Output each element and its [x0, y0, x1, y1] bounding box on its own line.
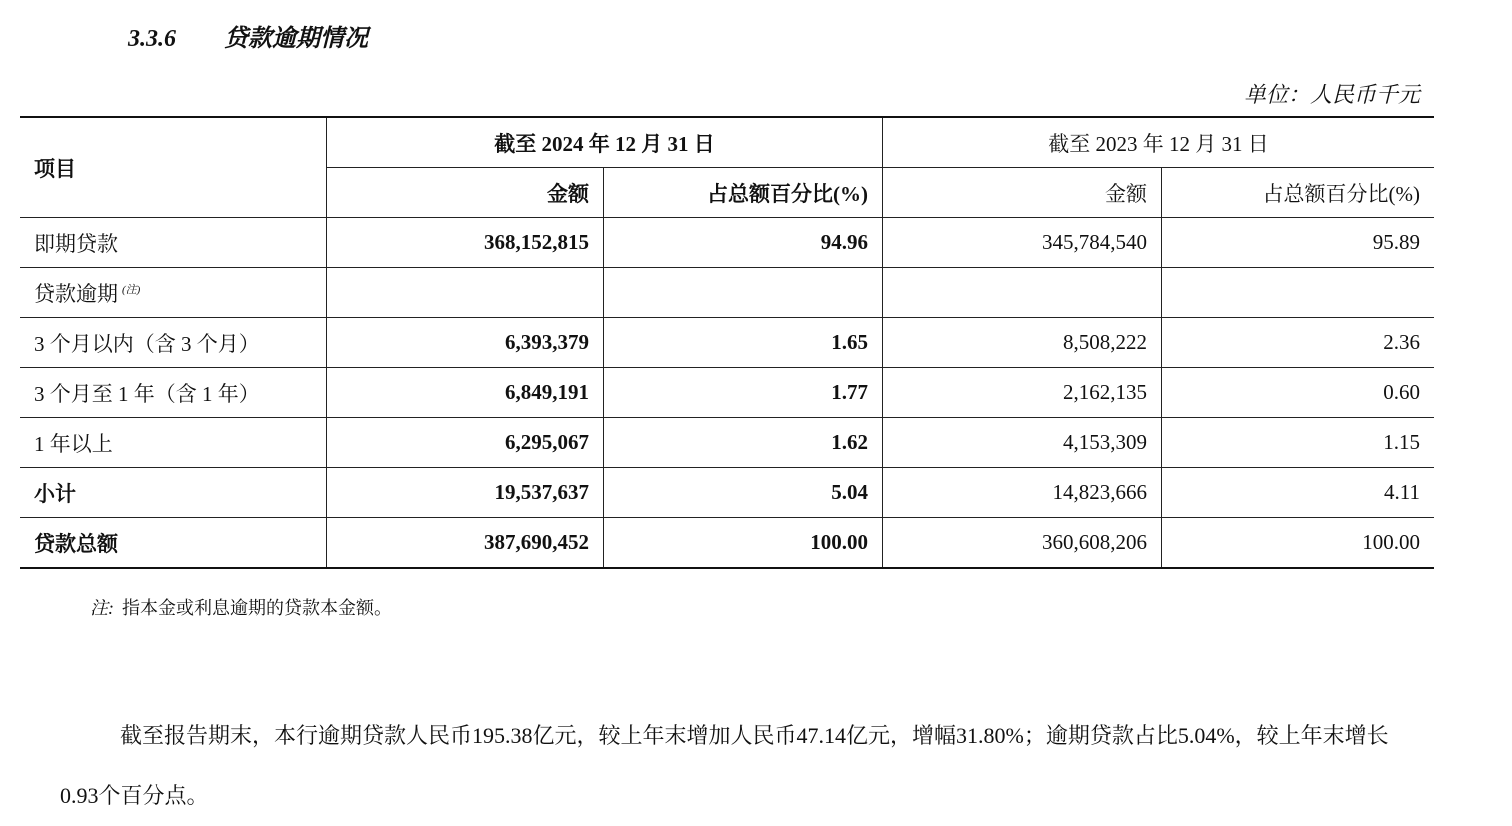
row-label-with-note	[20, 268, 327, 318]
amount-2023: 8,508,222	[883, 318, 1162, 368]
pct-2023: 4.11	[1162, 468, 1435, 518]
summary-paragraph: 截至报告期末，本行逾期贷款人民币195.38亿元，较上年末增加人民币47.14亿元，增幅31.80%；逾期贷款占比5.04%，较上年末增长0.93个百分点。	[60, 723, 1389, 808]
row-label: 贷款总额	[20, 518, 327, 569]
table-row	[20, 318, 1434, 368]
row-label: 贷款逾期	[34, 281, 118, 306]
footnote-prefix: 注:	[90, 598, 114, 618]
table-footnote	[90, 594, 392, 620]
pct-2023: 100.00	[1162, 518, 1435, 569]
period-2024-header: 截至 2024 年 12 月 31 日	[327, 117, 883, 168]
row-label: 3 个月以内（含 3 个月）	[20, 318, 327, 368]
table-row	[20, 518, 1434, 569]
amount-2024: 6,849,191	[327, 368, 604, 418]
amount-header-2024: 金额	[327, 168, 604, 218]
pct-2024: 1.77	[604, 368, 883, 418]
table-row	[20, 268, 1434, 318]
amount-2024: 387,690,452	[327, 518, 604, 569]
pct-2024: 94.96	[604, 218, 883, 268]
row-label: 3 个月至 1 年（含 1 年）	[20, 368, 327, 418]
pct-2024: 100.00	[604, 518, 883, 569]
pct-2024: 5.04	[604, 468, 883, 518]
period-2023-header: 截至 2023 年 12 月 31 日	[883, 117, 1435, 168]
table-row	[20, 418, 1434, 468]
overdue-loans-table	[20, 116, 1434, 569]
amount-2023: 2,162,135	[883, 368, 1162, 418]
amount-2024: 6,295,067	[327, 418, 604, 468]
amount-2023: 360,608,206	[883, 518, 1162, 569]
section-number: 3.3.6	[128, 26, 176, 52]
pct-header-2024: 占总额百分比(%)	[604, 168, 883, 218]
amount-2023: 4,153,309	[883, 418, 1162, 468]
table-row	[20, 468, 1434, 518]
table-row	[20, 368, 1434, 418]
item-header: 项目	[20, 117, 327, 218]
amount-2023	[883, 268, 1162, 318]
amount-2024	[327, 268, 604, 318]
pct-2023: 95.89	[1162, 218, 1435, 268]
pct-2023	[1162, 268, 1435, 318]
table-row	[20, 218, 1434, 268]
unit-label: 单位：人民币千元	[1243, 82, 1420, 107]
row-label: 即期贷款	[20, 218, 327, 268]
header-row-periods	[20, 117, 1434, 168]
amount-2023: 14,823,666	[883, 468, 1162, 518]
pct-2023: 1.15	[1162, 418, 1435, 468]
pct-2023: 0.60	[1162, 368, 1435, 418]
row-label: 1 年以上	[20, 418, 327, 468]
section-title: 贷款逾期情况	[224, 26, 368, 52]
amount-2024: 19,537,637	[327, 468, 604, 518]
footnote-text: 指本金或利息逾期的贷款本金额。	[122, 598, 392, 618]
row-label: 小计	[20, 468, 327, 518]
amount-header-2023: 金额	[883, 168, 1162, 218]
pct-2024: 1.65	[604, 318, 883, 368]
pct-2024: 1.62	[604, 418, 883, 468]
note-marker: (注)	[122, 283, 141, 296]
pct-2023: 2.36	[1162, 318, 1435, 368]
amount-2024: 368,152,815	[327, 218, 604, 268]
section-heading	[128, 18, 368, 53]
pct-2024	[604, 268, 883, 318]
amount-2023: 345,784,540	[883, 218, 1162, 268]
pct-header-2023: 占总额百分比(%)	[1162, 168, 1435, 218]
amount-2024: 6,393,379	[327, 318, 604, 368]
